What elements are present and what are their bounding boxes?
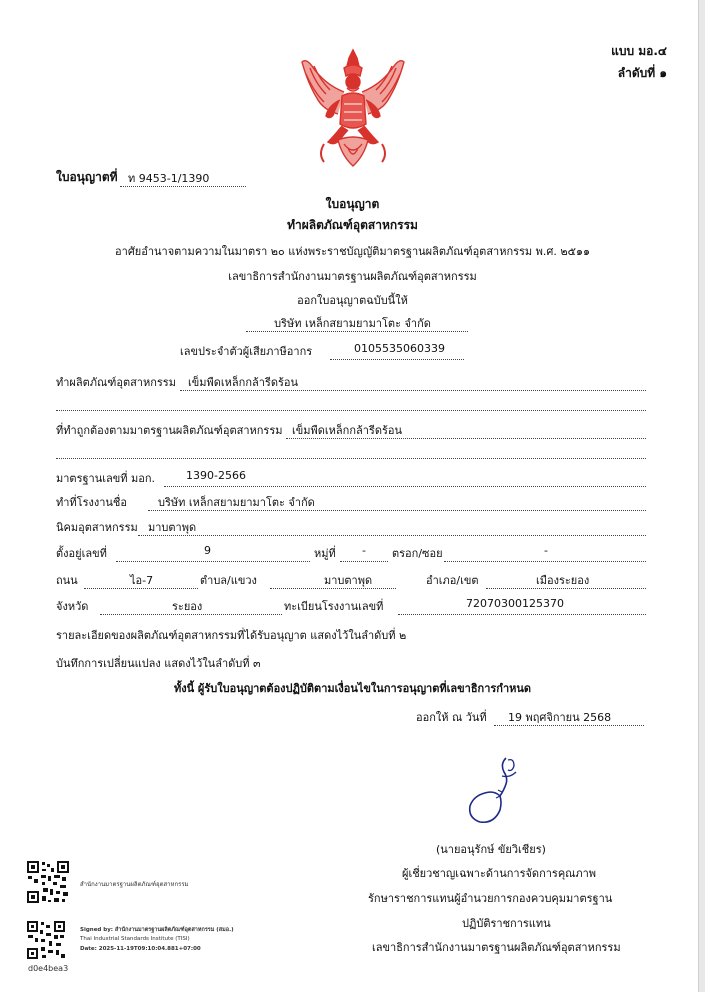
product-underline-1 <box>180 390 646 391</box>
license-no-value: ท 9453-1/1390 <box>128 172 210 185</box>
signatory-line-3: ปฏิบัติราชการแทน <box>462 917 551 930</box>
issue-to-line: ออกใบอนุญาตฉบับนี้ให้ <box>297 294 408 307</box>
company-name: บริษัท เหล็กสยามยามาโตะ จำกัด <box>274 317 431 330</box>
factory-reg-underline <box>398 614 646 615</box>
signatory-name: (นายอนุรักษ์ ขัยวิเชียร) <box>436 843 546 856</box>
estate-value: มาบตาพุด <box>148 521 197 534</box>
standard-product-underline-2 <box>56 458 646 459</box>
address-road-underline <box>84 588 198 589</box>
standard-product-value: เข็มพืดเหล็กกล้ารีดร้อน <box>292 424 402 437</box>
address-moo-underline <box>340 561 388 562</box>
tax-id-value: 0105535060339 <box>354 342 445 355</box>
address-soi-value: - <box>544 544 548 557</box>
signature-qr-code-icon <box>26 920 66 960</box>
signatory-line-1: ผู้เชี่ยวชาญเฉพาะด้านการจัดการคุณภาพ <box>402 867 597 880</box>
issued-label: ออกให้ ณ วันที่ <box>416 711 487 724</box>
address-no-value: 9 <box>204 544 211 557</box>
address-province-label: จังหวัด <box>56 600 89 613</box>
factory-reg-label: ทะเบียนโรงงานเลขที่ <box>284 600 384 613</box>
address-no-label: ตั้งอยู่เลขที่ <box>56 547 107 560</box>
signature-icon <box>456 752 536 832</box>
document-title: ใบอนุญาต <box>325 197 380 211</box>
address-province-value: ระยอง <box>172 600 203 613</box>
address-subdistrict-underline <box>270 588 396 589</box>
address-subdistrict-label: ตำบล/แขวง <box>200 574 257 587</box>
qr-code-icon <box>26 860 70 904</box>
address-soi-underline <box>444 561 646 562</box>
standard-no-underline <box>164 486 646 487</box>
factory-label: ทำที่โรงงานชื่อ <box>56 496 128 509</box>
company-underline <box>246 331 468 332</box>
address-moo-value: - <box>362 544 366 557</box>
form-code: แบบ มอ.๔ <box>611 44 667 58</box>
qr-caption: สำนักงานมาตรฐานผลิตภัณฑ์อุตสาหกรรม <box>80 881 189 888</box>
issued-underline <box>494 725 644 726</box>
address-no-underline <box>116 561 310 562</box>
issued-date: 19 พฤศจิกายน 2568 <box>508 711 612 724</box>
address-subdistrict-value: มาบตาพุด <box>324 574 373 587</box>
address-district-value: เมืองระยอง <box>536 574 590 587</box>
standard-no-label: มาตรฐานเลขที่ มอก. <box>56 472 156 485</box>
address-district-label: อำเภอ/เขต <box>426 574 479 587</box>
signed-by: Signed by: สำนักงานมาตรฐานผลิตภัณฑ์อุตสาหกรรม (สมอ.) <box>80 927 234 933</box>
tax-id-underline <box>330 359 464 360</box>
document-subtitle: ทำผลิตภัณฑ์อุตสาหกรรม <box>287 218 418 232</box>
details-note: รายละเอียดของผลิตภัณฑ์อุตสาหกรรมที่ได้รับอนุญาต แสดงไว้ในลำดับที่ ๒ <box>56 629 407 642</box>
page-edge <box>698 0 705 992</box>
standard-product-underline-1 <box>286 438 646 439</box>
signatory-line-2: รักษาราชการแทนผู้อำนวยการกองควบคุมมาตรฐาน <box>368 892 613 905</box>
license-no-label: ใบอนุญาตที่ <box>56 170 118 184</box>
address-soi-label: ตรอก/ซอย <box>392 547 443 560</box>
address-province-underline <box>100 614 282 615</box>
authority-line: อาศัยอำนาจตามความในมาตรา ๒๐ แห่งพระราชบัญญัติมาตรฐานผลิตภัณฑ์อุตสาหกรรม พ.ศ. ๒๕๑๑ <box>115 245 590 258</box>
address-road-label: ถนน <box>56 574 78 587</box>
signed-date: Date: 2025-11-19T09:10:04.881+07:00 <box>80 946 201 952</box>
document-hash: d0e4bea3 <box>28 964 69 973</box>
condition-note: ทั้งนี้ ผู้รับใบอนุญาตต้องปฏิบัติตามเงื่อนไขในการอนุญาตที่เลขาธิการกำหนด <box>173 682 532 695</box>
signatory-line-4: เลขาธิการสำนักงานมาตรฐานผลิตภัณฑ์อุตสาหกรรม <box>372 941 621 954</box>
address-moo-label: หมู่ที่ <box>314 547 336 560</box>
estate-underline <box>138 535 646 536</box>
address-road-value: ไอ-7 <box>130 574 154 587</box>
factory-reg-value: 72070300125370 <box>466 597 564 610</box>
estate-label: นิคมอุตสาหกรรม <box>56 521 138 534</box>
form-order: ลำดับที่ ๑ <box>617 66 667 80</box>
license-no-underline <box>120 186 246 187</box>
tax-id-label: เลขประจำตัวผู้เสียภาษีอากร <box>180 345 313 358</box>
standard-product-label: ที่ทำถูกต้องตามมาตรฐานผลิตภัณฑ์อุตสาหกรรม <box>56 424 283 437</box>
institute-name: Thai Industrial Standards Institute (TISI) <box>80 936 190 942</box>
product-value: เข็มพืดเหล็กกล้ารีดร้อน <box>188 376 298 389</box>
issuer-line: เลขาธิการสำนักงานมาตรฐานผลิตภัณฑ์อุตสาหกรรม <box>228 270 477 283</box>
factory-underline <box>148 510 646 511</box>
product-label: ทำผลิตภัณฑ์อุตสาหกรรม <box>56 376 176 389</box>
product-underline-2 <box>56 410 646 411</box>
garuda-emblem-icon <box>294 44 412 170</box>
changes-note: บันทึกการเปลี่ยนแปลง แสดงไว้ในลำดับที่ ๓ <box>56 657 261 670</box>
factory-value: บริษัท เหล็กสยามยามาโตะ จำกัด <box>158 496 315 509</box>
address-district-underline <box>486 588 646 589</box>
standard-no-value: 1390-2566 <box>186 469 246 482</box>
